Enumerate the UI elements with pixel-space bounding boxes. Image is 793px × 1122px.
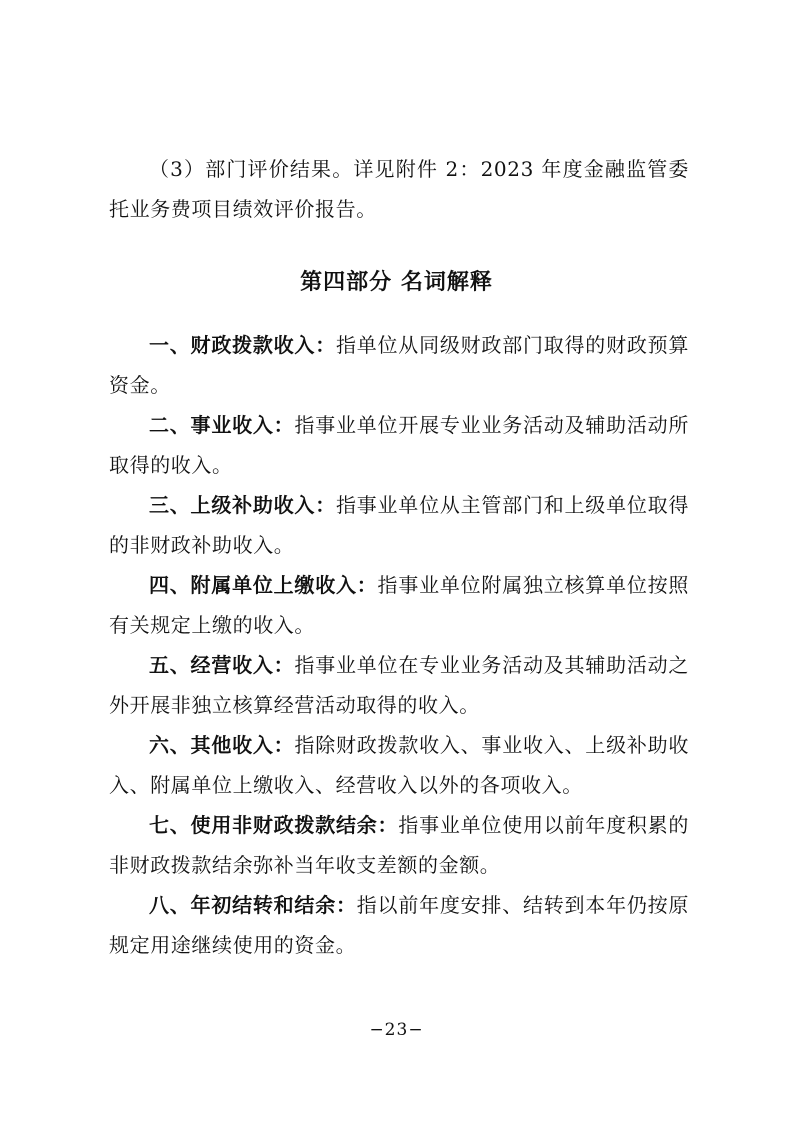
definition-term: 六、其他收入： bbox=[149, 733, 295, 757]
definition-text: 指事业单位从主管部门和上级单位取得的非财政补助收入。 bbox=[109, 493, 689, 557]
definition-text: 指事业单位开展专业业务活动及辅助活动所取得的收入。 bbox=[109, 413, 689, 477]
definition-text: 指除财政拨款收入、事业收入、上级补助收入、附属单位上缴收入、经营收入以外的各项收入。 bbox=[109, 733, 689, 797]
definition-item bbox=[109, 805, 689, 885]
definition-text: 指以前年度安排、结转到本年仍按原规定用途继续使用的资金。 bbox=[109, 893, 689, 957]
definition-term: 八、年初结转和结余： bbox=[149, 893, 357, 917]
definition-term: 七、使用非财政拨款结余： bbox=[149, 813, 399, 837]
definition-item bbox=[109, 405, 689, 485]
definition-text: 指单位从同级财政部门取得的财政预算资金。 bbox=[109, 333, 689, 397]
intro-paragraph: （3）部门评价结果。详见附件 2：2023 年度金融监管委托业务费项目绩效评价报告。 bbox=[109, 157, 689, 221]
definition-text: 指事业单位在专业业务活动及其辅助活动之外开展非独立核算经营活动取得的收入。 bbox=[109, 653, 689, 717]
definition-term: 五、经营收入： bbox=[149, 653, 295, 677]
definition-item bbox=[109, 645, 689, 725]
page-number: −23− bbox=[369, 1020, 424, 1040]
definition-item bbox=[109, 485, 689, 565]
definition-item bbox=[109, 565, 689, 645]
definition-item bbox=[109, 325, 689, 405]
definition-term: 三、上级补助收入： bbox=[149, 493, 336, 517]
definition-text: 指事业单位使用以前年度积累的非财政拨款结余弥补当年收支差额的金额。 bbox=[109, 813, 689, 877]
definition-text: 指事业单位附属独立核算单位按照有关规定上缴的收入。 bbox=[109, 573, 690, 637]
definition-item bbox=[109, 725, 689, 805]
section-title: 第四部分 名词解释 bbox=[300, 269, 493, 295]
definition-term: 二、事业收入： bbox=[149, 413, 295, 437]
definition-term: 四、附属单位上缴收入： bbox=[149, 573, 378, 597]
definition-term: 一、财政拨款收入： bbox=[149, 333, 336, 357]
definition-item bbox=[109, 885, 689, 965]
